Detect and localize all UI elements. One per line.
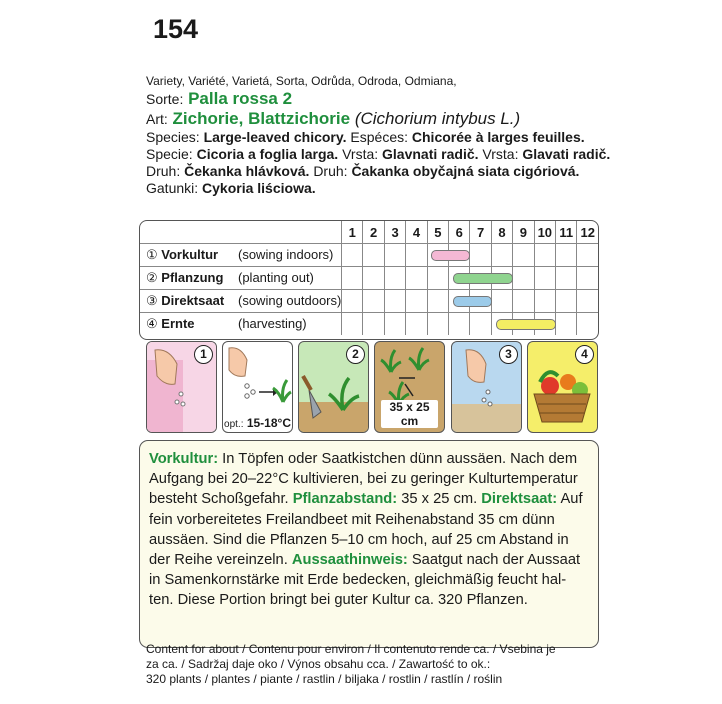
circle-number: ① bbox=[146, 247, 158, 262]
specie-label: Specie: bbox=[146, 146, 193, 162]
row-label-en: (planting out) bbox=[238, 270, 314, 285]
art-label: Art: bbox=[146, 111, 168, 127]
instruction-icons bbox=[146, 341, 599, 433]
aussaathinweis-text: Saatgut nach der Aussaat in Samenkornstärke mit Erde bedecken, gleichmäßig feucht hal-ten. Diese Portion bringt bei guter Kultur ca. 320 Pflanzen. bbox=[149, 552, 581, 609]
pflanzabstand-heading: Pflanzabstand: bbox=[292, 491, 398, 508]
druh-value: Čekanka hlávková. bbox=[184, 163, 310, 179]
month-label: 1 bbox=[342, 221, 363, 244]
calendar-row-vorkultur bbox=[140, 244, 598, 267]
icon-sowing-outdoors bbox=[451, 341, 522, 433]
species-line-2 bbox=[146, 146, 611, 163]
row-label-en: (sowing indoors) bbox=[238, 247, 334, 262]
step-number: 4 bbox=[575, 345, 594, 364]
direktsaat-text: Auf fein vorbereitetes Freilandbeet mit Reihenabstand 35 cm dünn aussäen. Sind die Pflanzen 5–10 cm hoch, auf 25 cm Abstand in der Reihe vereinzeln. bbox=[149, 491, 583, 569]
row-label-en: (sowing outdoors) bbox=[238, 293, 342, 308]
row-label-de: Direktsaat bbox=[161, 293, 225, 308]
icon-harvesting bbox=[527, 341, 598, 433]
druh-label: Druh: bbox=[146, 163, 181, 179]
direktsaat-heading: Direktsaat: bbox=[481, 491, 558, 508]
gatunki-label: Gatunki: bbox=[146, 180, 199, 196]
vrsta-value-2: Glavati radič. bbox=[522, 146, 611, 162]
vorkultur-heading: Vorkultur: bbox=[149, 451, 219, 467]
species-value: Large-leaved chicory. bbox=[203, 129, 347, 145]
calendar-bar-2 bbox=[453, 273, 514, 284]
circle-number: ③ bbox=[146, 293, 158, 308]
calendar-bar-4 bbox=[496, 319, 557, 330]
pflanzabstand-text: 35 x 25 cm. bbox=[397, 491, 482, 508]
calendar-table bbox=[140, 221, 598, 335]
footer-line-2: za ca. / Sadržaj daje oko / Výnos obsahu cca. / Zawartość to ok.: bbox=[146, 657, 491, 671]
circle-number: ④ bbox=[146, 316, 158, 331]
month-label: 11 bbox=[556, 221, 577, 244]
gatunki-value: Cykoria liściowa. bbox=[202, 180, 316, 196]
art-line bbox=[146, 109, 606, 129]
especes-value: Chicorée à larges feuilles. bbox=[411, 129, 585, 145]
vrsta-label: Vrsta: bbox=[342, 146, 379, 162]
month-label: 3 bbox=[384, 221, 405, 244]
species-line-3 bbox=[146, 163, 606, 180]
icon-sowing-indoors bbox=[146, 341, 217, 433]
spacing-label: 35 x 25 cm bbox=[381, 400, 438, 428]
month-label: 9 bbox=[513, 221, 534, 244]
species-line-4 bbox=[146, 180, 606, 197]
month-label: 4 bbox=[406, 221, 427, 244]
variety-header: Variety, Variété, Varietá, Sorta, Odrůda, Odroda, Odmiana, bbox=[146, 74, 457, 88]
footer-line-1: Content for about / Contenu pour environ / Il contenuto rende ca. / Vsebina je bbox=[146, 642, 556, 656]
row-label-en: (harvesting) bbox=[238, 316, 307, 331]
sowing-calendar bbox=[139, 220, 599, 340]
vorkultur-text: In Töpfen oder Saatkistchen dünn aussäen. Nach dem Aufgang bei 20–22°C kultivieren, bei zu geringer Kulturtemperatur besteht Schoßgefahr. bbox=[149, 451, 578, 508]
month-label: 7 bbox=[470, 221, 491, 244]
specie-value: Cicoria a foglia larga. bbox=[196, 146, 339, 162]
art-latin: (Cichorium intybus L.) bbox=[354, 109, 521, 128]
step-number: 1 bbox=[194, 345, 213, 364]
variety-info bbox=[146, 74, 611, 197]
month-label: 6 bbox=[449, 221, 470, 244]
sorte-value: Palla rossa 2 bbox=[188, 89, 293, 108]
icon-planting-out bbox=[298, 341, 369, 433]
druh-value-2: Čakanka obyčajná siata cigóriová. bbox=[351, 163, 580, 179]
vrsta-label-2: Vrsta: bbox=[482, 146, 519, 162]
footer-line-3: 320 plants / plantes / piante / rastlin / biljaka / rostlin / rastlín / roślin bbox=[146, 672, 503, 686]
species-label: Species: bbox=[146, 129, 200, 145]
species-line-1 bbox=[146, 129, 606, 146]
temp-prefix: opt.: bbox=[224, 419, 244, 430]
month-label: 2 bbox=[363, 221, 384, 244]
sorte-label: Sorte: bbox=[146, 91, 184, 107]
especes-label: Espéces: bbox=[350, 129, 408, 145]
content-footer bbox=[146, 642, 586, 687]
circle-number: ② bbox=[146, 270, 158, 285]
row-label-de: Ernte bbox=[161, 316, 195, 331]
month-label: 10 bbox=[534, 221, 555, 244]
step-number: 2 bbox=[346, 345, 365, 364]
icon-temperature bbox=[222, 341, 293, 433]
cultivation-instructions bbox=[139, 440, 599, 648]
month-label: 8 bbox=[491, 221, 512, 244]
calendar-bar-1 bbox=[431, 250, 470, 261]
row-label-de: Pflanzung bbox=[161, 270, 224, 285]
packet-number: 154 bbox=[153, 14, 199, 44]
calendar-row-direktsaat bbox=[140, 290, 598, 313]
month-label: 5 bbox=[427, 221, 448, 244]
icon-spacing bbox=[374, 341, 445, 433]
calendar-bar-3 bbox=[453, 296, 492, 307]
art-value: Zichorie, Blattzichorie bbox=[172, 109, 351, 128]
aussaathinweis-heading: Aussaathinweis: bbox=[291, 552, 408, 569]
sorte-line bbox=[146, 89, 606, 109]
temperature-label: 15-18°C bbox=[246, 416, 291, 430]
row-label-de: Vorkultur bbox=[161, 247, 219, 262]
calendar-row-pflanzung bbox=[140, 267, 598, 290]
calendar-header bbox=[140, 221, 598, 244]
step-number: 3 bbox=[499, 345, 518, 364]
month-label: 12 bbox=[577, 221, 598, 244]
vrsta-value: Glavnati radič. bbox=[382, 146, 479, 162]
druh-label-2: Druh: bbox=[313, 163, 348, 179]
